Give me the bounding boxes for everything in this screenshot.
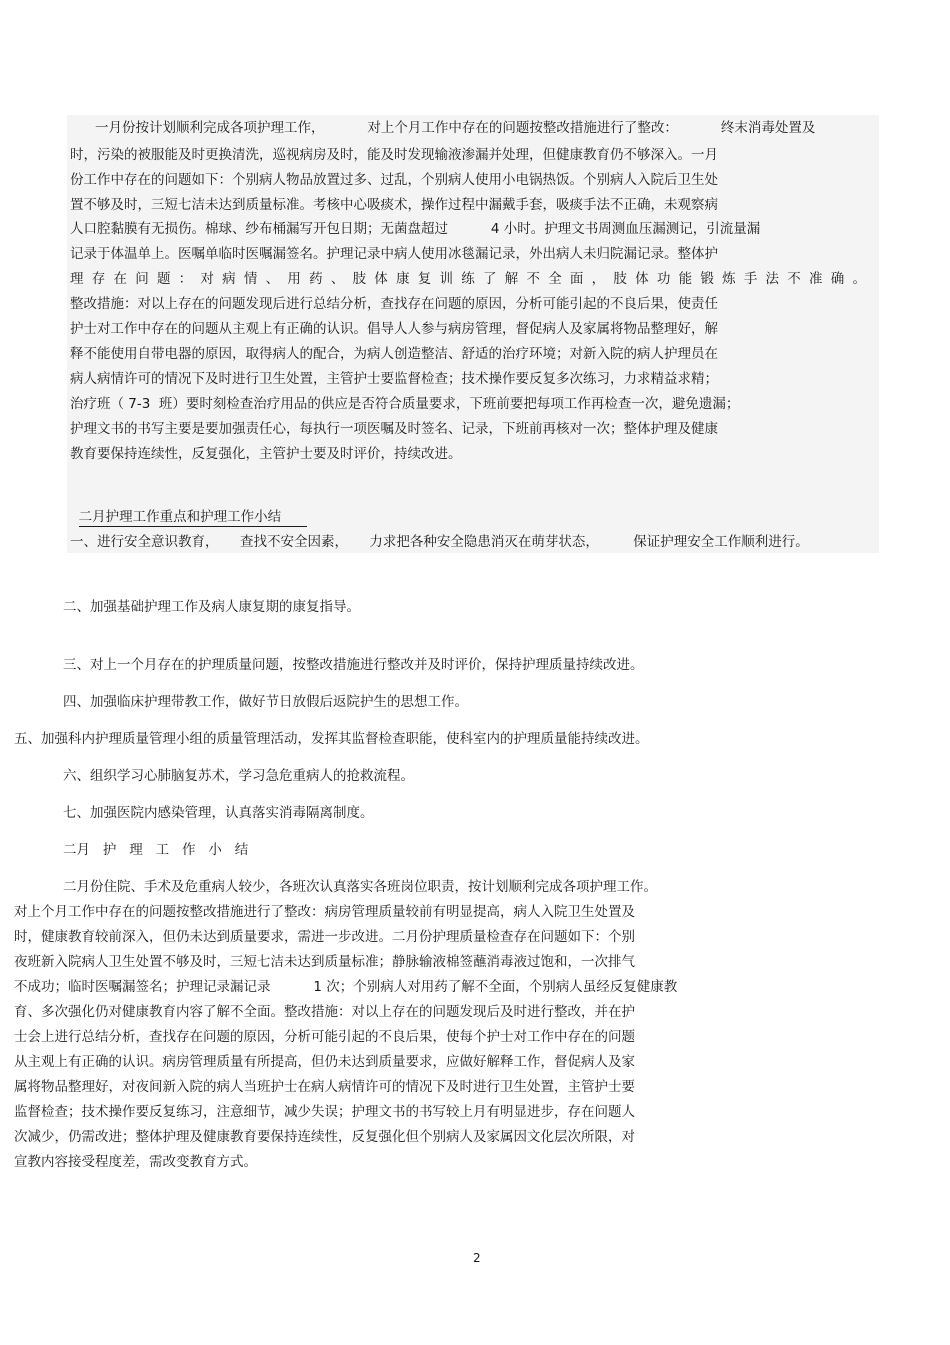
jan-line: 时，污染的被服能及时更换清洗，巡视病房及时，能及时发现输液渗漏并处理，但健康教育仍不够深入。一月 (70, 147, 718, 163)
feb-focus-item: 六、组织学习心肺脑复苏术，学习急危重病人的抢救流程。 (63, 768, 414, 784)
jan-line: 人口腔黏膜有无损伤。棉球、纱布桶漏写开包日期；无菌盘超过 4 小时。护理文书周测血压漏测记，引流量漏 (70, 221, 761, 237)
feb-summary-line: 宣教内容接受程度差，需改变教育方式。 (14, 1154, 257, 1170)
jan-line: 治疗班（ 7-3 班）要时刻检查治疗用品的供应是否符合质量要求，下班前要把每项工作再检查一次，避免遗漏； (70, 396, 740, 412)
feb-focus-item: 一、进行安全意识教育， 查找不安全因素， 力求把各种安全隐患消灭在萌芽状态， 保证护理安全工作顺利进行。 (70, 534, 809, 550)
feb-summary-line: 不成功；临时医嘱漏签名；护理记录漏记录 1 次；个别病人对用药了解不全面，个别病人虽经反复健康教 (14, 979, 678, 995)
feb-summary-line: 属将物品整理好，对夜间新入院的病人当班护士在病人病情许可的情况下及时进行卫生处置，主管护士要 (14, 1079, 635, 1095)
feb-summary-line: 次减少，仍需改进；整体护理及健康教育要保持连续性，反复强化但个别病人及家属因文化层次所限，对 (14, 1129, 635, 1145)
feb-focus-item: 四、加强临床护理带教工作，做好节日放假后返院护生的思想工作。 (63, 694, 468, 710)
feb-summary-title: 二月 护 理 工 作 小 结 (63, 842, 249, 858)
jan-line: 份工作中存在的问题如下：个别病人物品放置过多、过乱，个别病人使用小电锅热饭。个别病人入院后卫生处 (70, 172, 718, 188)
feb-summary-line: 二月份住院、手术及危重病人较少，各班次认真落实各班岗位职责，按计划顺利完成各项护理工作。 (63, 879, 657, 895)
feb-focus-item: 三、对上一个月存在的护理质量问题，按整改措施进行整改并及时评价，保持护理质量持续改进。 (63, 657, 644, 673)
feb-focus-item: 五、加强科内护理质量管理小组的质量管理活动，发挥其监督检查职能，使科室内的护理质量能持续改进。 (14, 731, 649, 747)
jan-line: 病人病情许可的情况下及时进行卫生处置，主管护士要监督检查；技术操作要反复多次练习，力求精益求精； (70, 371, 718, 387)
jan-line: 教育要保持连续性，反复强化，主管护士要及时评价，持续改进。 (70, 446, 462, 462)
jan-line: 护士对工作中存在的问题从主观上有正确的认识。倡导人人参与病房管理，督促病人及家属将物品整理好，解 (70, 321, 718, 337)
feb-summary-line: 监督检查；技术操作要反复练习，注意细节，减少失误；护理文书的书写较上月有明显进步，存在问题人 (14, 1104, 635, 1120)
jan-line: 释不能使用自带电器的原因，取得病人的配合，为病人创造整洁、舒适的治疗环境；对新入院的病人护理员在 (70, 346, 718, 362)
jan-line: 一月份按计划顺利完成各项护理工作， 对上个月工作中存在的问题按整改措施进行了整改： 终末消毒处置及 (95, 120, 816, 136)
feb-summary-line: 育、多次强化仍对健康教育内容了解不全面。整改措施：对以上存在的问题发现后及时进行整改，并在护 (14, 1004, 635, 1020)
feb-focus-item: 七、加强医院内感染管理，认真落实消毒隔离制度。 (63, 805, 374, 821)
feb-summary-line: 对上个月工作中存在的问题按整改措施进行了整改：病房管理质量较前有明显提高，病人入院卫生处置及 (14, 904, 635, 920)
feb-summary-line: 夜班新入院病人卫生处置不够及时，三短七洁未达到质量标准；静脉输液棉签蘸消毒液过饱和，一次排气 (14, 954, 635, 970)
feb-focus-title: 二月护理工作重点和护理工作小结 (78, 509, 282, 525)
feb-summary-line: 士会上进行总结分析，查找存在问题的原因，分析可能引起的不良后果，使每个护士对工作中存在的问题 (14, 1029, 635, 1045)
jan-line: 护理文书的书写主要是要加强责任心，每执行一项医嘱及时签名、记录，下班前再核对一次；整体护理及健康 (70, 421, 718, 437)
feb-focus-item: 二、加强基础护理工作及病人康复期的康复指导。 (63, 599, 360, 615)
jan-line: 理存在问题：对病情、用药、肢体康复训练了解不全面，肢体功能锻炼手法不准确。 (70, 271, 866, 287)
jan-line: 记录于体温单上。医嘱单临时医嘱漏签名。护理记录中病人使用冰毯漏记录，外出病人未归院漏记录。整体护 (70, 246, 718, 262)
feb-summary-line: 时，健康教育较前深入，但仍未达到质量要求，需进一步改进。二月份护理质量检查存在问题如下：个别 (14, 929, 635, 945)
page-number: 2 (473, 1251, 481, 1265)
jan-line: 整改措施：对以上存在的问题发现后进行总结分析，查找存在问题的原因，分析可能引起的不良后果，使责任 (70, 296, 718, 312)
feb-summary-line: 从主观上有正确的认识。病房管理质量有所提高，但仍未达到质量要求，应做好解释工作，督促病人及家 (14, 1054, 635, 1070)
jan-line: 置不够及时，三短七洁未达到质量标准。考核中心吸痰术，操作过程中漏戴手套，吸痰手法不正确，未观察病 (70, 197, 718, 213)
